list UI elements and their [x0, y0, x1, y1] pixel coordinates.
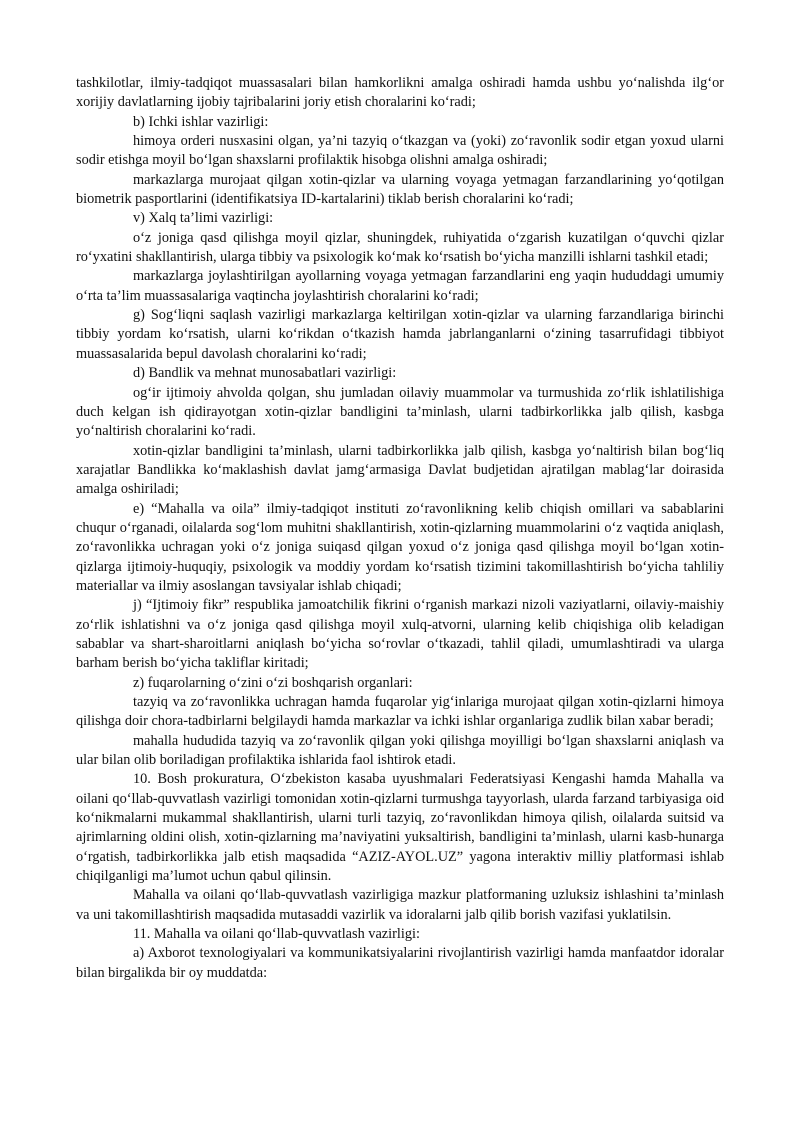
paragraph: himoya orderi nusxasini olgan, ya’ni tazyiq o‘tkazgan va (yoki) zo‘ravonlik sodir etgan yoxud ularni sodir etishga moyil bo‘lgan shaxslarni profilaktik hisobga olishni amalga oshiradi;: [76, 133, 724, 169]
subsection-heading: v) Xalq ta’limi vazirligi:: [133, 210, 274, 227]
paragraph: mahalla hududida tazyiq va zo‘ravonlik qilgan yoki qilishga moyilligi bo‘lgan shaxslarni aniqlash va ular bilan olib boriladigan profilaktika ishlarida faol ishtirok etadi.: [76, 732, 724, 769]
subsection-heading: b) Ichki ishlar vazirligi:: [133, 113, 269, 130]
paragraph: j) “Ijtimoiy fikr” respublika jamoatchilik fikrini o‘rganish markazi nizoli vaziyatlarni, oilaviy-maishiy zo‘rlik ishlatishni va o‘z joniga qasd qilishga moyil xulq-atvorni, ularning kelib chiqishiga olib keladigan sabablar va shart-sharoitlarni aniqlash bo‘yicha so‘rovlar o‘tkazadi, tahlil qiladi, umumlashtiradi va ularga barham berish bo‘yicha takliflar kiritadi;: [76, 597, 724, 672]
paragraph: tazyiq va zo‘ravonlikka uchragan hamda fuqarolar yig‘inlariga murojaat qilgan xotin-qizlarni himoya qilishga doir chora-tadbirlarni belgilaydi hamda markazlar va ichki ishlar organlariga zudlik bilan xabar beradi;: [76, 694, 724, 730]
paragraph: a) Axborot texnologiyalari va kommunikatsiyalarini rivojlantirish vazirligi hamda manfaatdor idoralar bilan birgalikda bir oy muddatda:: [76, 945, 724, 981]
paragraph: e) “Mahalla va oila” ilmiy-tadqiqot instituti zo‘ravonlikning kelib chiqish omillari va sabablarini chuqur o‘rganadi, oilalarda sog‘lom muhitni shakllantirish, xotin-qizlarning muammolarini o‘z vaqtida aniqlash, zo‘ravonlikka uchragan yoki o‘z joniga suiqasd qilgan yoxud o‘z joniga qasd qilishga moyil bo‘lgan xotin-qizlarga ijtimoiy-huquqiy, psixologik va moddiy yordam ko‘rsatish tizimini takomillashtirish bo‘yicha tahliliy materiallar va ilmiy asoslangan tavsiyalar ishlab chiqadi;: [76, 500, 724, 594]
document-page: [76, 74, 724, 983]
paragraph: markazlarga joylashtirilgan ayollarning voyaga yetmagan farzandlarini eng yaqin hududdagi umumiy o‘rta ta’lim muassasalariga vaqtincha joylashtirish choralarini ko‘radi;: [76, 268, 724, 304]
paragraph: tashkilotlar, ilmiy-tadqiqot muassasalari bilan hamkorlikni amalga oshiradi hamda ushbu yo‘nalishda ilg‘or xorijiy davlatlarning ijobiy tajribalarini joriy etish choralarini ko‘radi;: [76, 75, 724, 111]
paragraph: 10. Bosh prokuratura, O‘zbekiston kasaba uyushmalari Federatsiyasi Kengashi hamda Mahalla va oilani qo‘llab-quvvatlash vazirligi tomonidan xotin-qizlarni turmushga tayyorlash, ularda farzand tarbiyasiga oid ko‘nikmalarni mukammal shakllantirish, ularni turli tazyiq, zo‘ravonlikdan himoya qilish, oilalarda suitsid va ajrimlarning oldini olish, xotin-qizlarning ma’naviyatini yuksaltirish, bandligini ta’minlash, ularni kasb-hunarga o‘rgatish, tadbirkorlikka jalb etish maqsadida “AZIZ-AYOL.UZ” yagona interaktiv milliy platformasi ishlab chiqilganligi ma’lumot uchun qabul qilinsin.: [76, 771, 724, 885]
paragraph: og‘ir ijtimoiy ahvolda qolgan, shu jumladan oilaviy muammolar va turmushida zo‘rlik ishlatilishiga duch kelgan ish qidirayotgan xotin-qizlar bandligini ta’minlash, ularni tadbirkorlikka jalb qilish, kasbga yo‘naltirish choralarini ko‘radi.: [76, 384, 724, 440]
paragraph: Mahalla va oilani qo‘llab-quvvatlash vazirligiga mazkur platformaning uzluksiz ishlashini ta’minlash va uni takomillashtirish maqsadida mutasaddi vazirlik va idoralarni jalb qilib borish vazifasi yuklatilsin.: [76, 887, 724, 923]
subsection-heading: d) Bandlik va mehnat munosabatlari vazirligi:: [133, 365, 397, 382]
subsection-heading: 11. Mahalla va oilani qo‘llab-quvvatlash vazirligi:: [133, 926, 420, 943]
paragraph: g) Sog‘liqni saqlash vazirligi markazlarga keltirilgan xotin-qizlar va ularning farzandlariga birinchi tibbiy yordam ko‘rsatish, ularni ko‘rikdan o‘tkazish hamda jabrlanganlarni o‘zining tasarrufidagi tibbiyot muassasalarida bepul davolash choralarini ko‘radi;: [76, 307, 724, 362]
paragraph: o‘z joniga qasd qilishga moyil qizlar, shuningdek, ruhiyatida o‘zgarish kuzatilgan o‘quvchi qizlar ro‘yxatini shakllantirish, ularga tibbiy va psixologik ko‘mak ko‘rsatish bo‘yicha manzilli ishlarni tashkil etadi;: [76, 229, 724, 266]
subsection-heading: z) fuqarolarning o‘zini o‘zi boshqarish organlari:: [133, 674, 413, 691]
paragraph: xotin-qizlar bandligini ta’minlash, ularni tadbirkorlikka jalb qilish, kasbga yo‘naltirish bilan bog‘liq xarajatlar Bandlikka ko‘maklashish davlat jamg‘armasiga Davlat budjetidan ajratilgan mablag‘lar doirasida amalga oshiriladi;: [76, 442, 724, 498]
paragraph: markazlarga murojaat qilgan xotin-qizlar va ularning voyaga yetmagan farzandlarining yo‘qotilgan biometrik pasportlarini (identifikatsiya ID-kartalarini) tiklab berish choralarini ko‘radi;: [76, 171, 724, 208]
